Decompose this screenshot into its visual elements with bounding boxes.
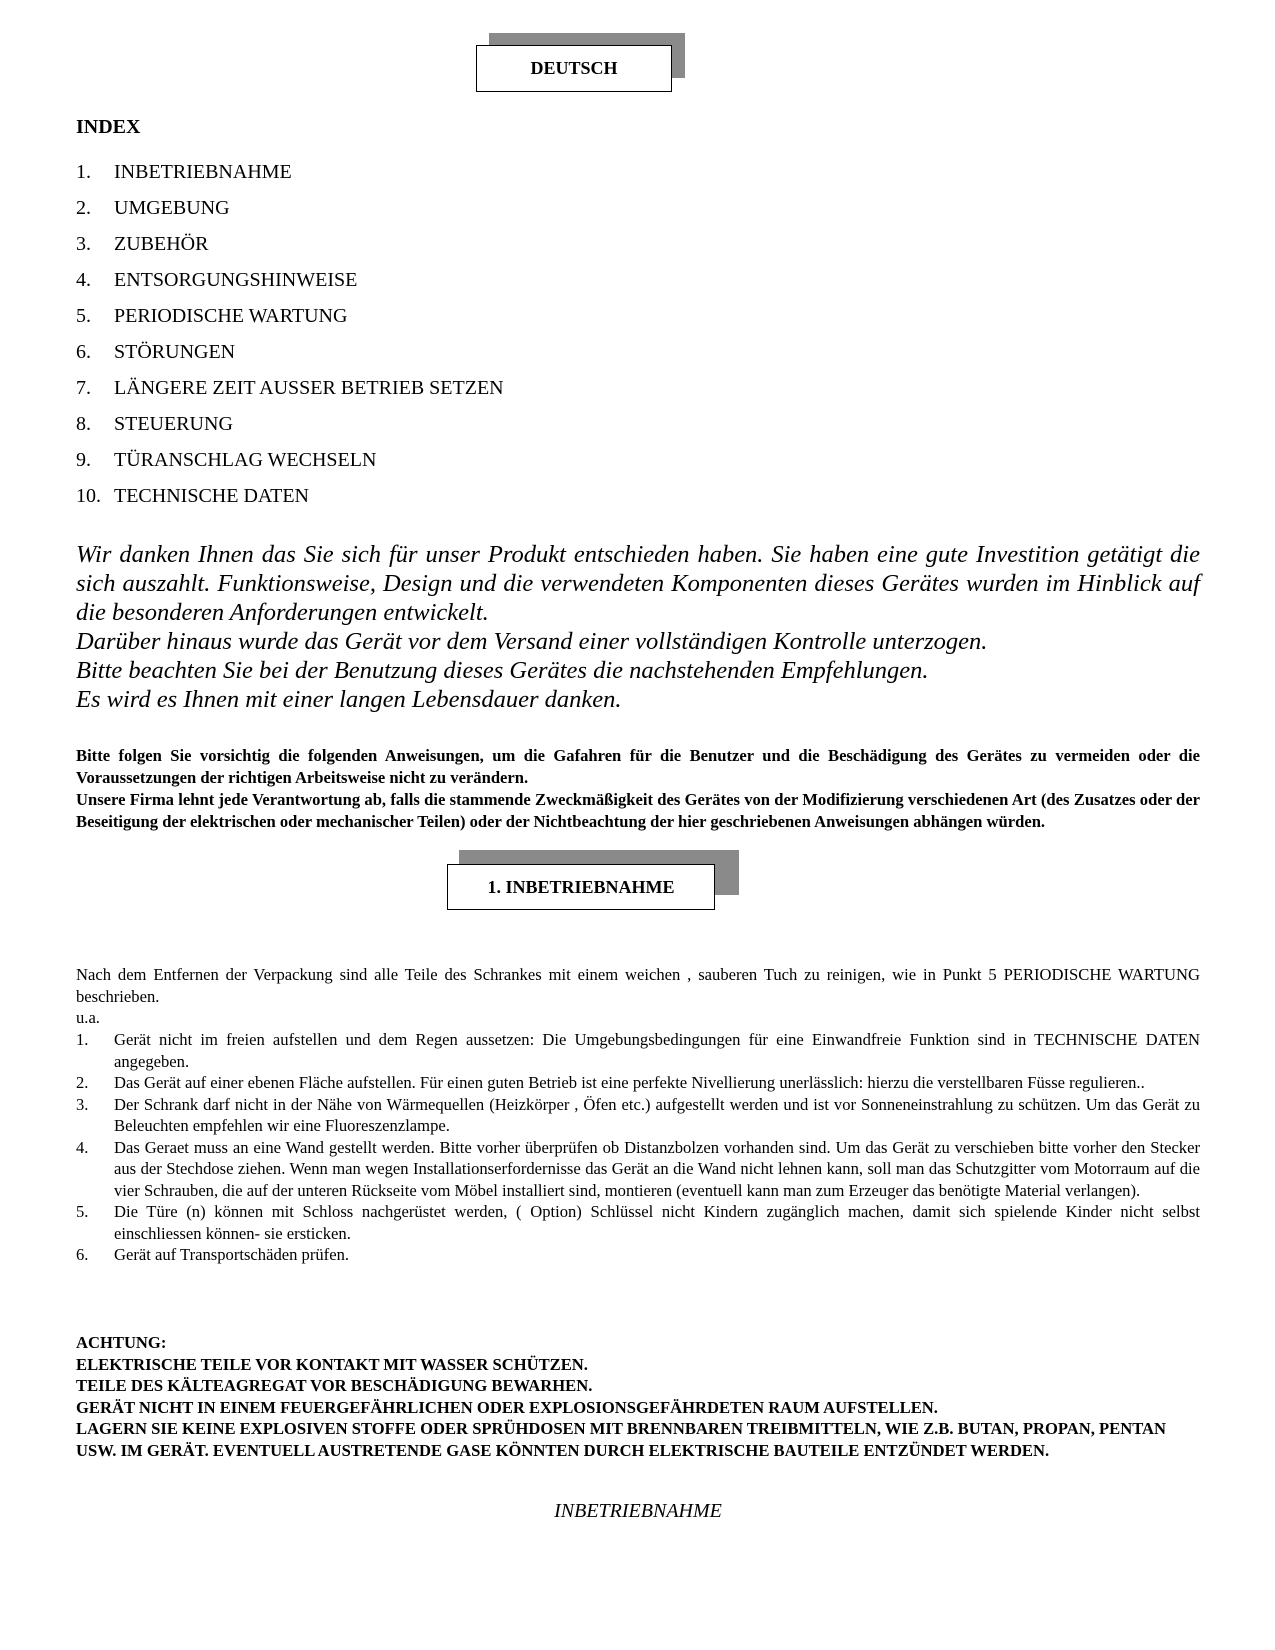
index-item: [76, 304, 504, 340]
page-footer: INBETRIEBNAHME: [554, 1500, 722, 1522]
index-title: INDEX: [76, 116, 141, 138]
attention-line: ELEKTRISCHE TEILE VOR KONTAKT MIT WASSER SCHÜTZEN.: [76, 1354, 588, 1374]
index-item: [76, 196, 504, 232]
index-item-number: 5.: [76, 305, 91, 327]
index-item: [76, 376, 504, 412]
index-item: [76, 268, 504, 304]
index-list: [76, 160, 504, 520]
index-item-number: 2.: [76, 197, 91, 219]
step-number: 6.: [76, 1245, 89, 1264]
attention-heading: ACHTUNG:: [76, 1333, 167, 1352]
step-number: 1.: [76, 1030, 89, 1049]
index-item-number: 9.: [76, 449, 91, 471]
index-item-label: TÜRANSCHLAG WECHSELN: [114, 449, 377, 471]
section-ua-text: u.a.: [76, 1008, 100, 1027]
step-text: Gerät auf Transportschäden prüfen.: [114, 1245, 350, 1264]
index-item-label: PERIODISCHE WARTUNG: [114, 305, 348, 327]
section-title: 1. INBETRIEBNAHME: [447, 864, 715, 910]
index-item-label: LÄNGERE ZEIT AUSSER BETRIEB SETZEN: [114, 377, 504, 399]
index-item-label: TECHNISCHE DATEN: [114, 485, 309, 507]
index-item: [76, 232, 504, 268]
index-item-number: 6.: [76, 341, 91, 363]
attention-line: TEILE DES KÄLTEAGREGAT VOR BESCHÄDIGUNG BEWARHEN.: [76, 1376, 593, 1395]
index-item-label: INBETRIEBNAHME: [114, 161, 292, 183]
attention-line: GERÄT NICHT IN EINEM FEUERGEFÄHRLICHEN ODER EXPLOSIONSGEFÄHRDETEN RAUM AUFSTELLEN.: [76, 1397, 938, 1417]
safety-notice: [76, 745, 1200, 833]
index-item-number: 3.: [76, 233, 91, 255]
step-item: [76, 1201, 1200, 1244]
step-item: [76, 1029, 1200, 1072]
step-item: [76, 1137, 1200, 1202]
step-text: Die Türe (n) können mit Schloss nachgerüstet werden, ( Option) Schlüssel nicht Kindern zugänglich machen, damit sich spielende Kinder nicht selbst einschliessen können- sie ersticken.: [114, 1202, 1200, 1243]
index-item-number: 7.: [76, 377, 91, 399]
step-text: Das Gerät auf einer ebenen Fläche aufstellen. Für einen guten Betrieb ist eine perfekte Nivellierung unerlässlich: hierzu die verstellbaren Füsse regulieren..: [114, 1073, 1145, 1092]
safety-notice-paragraph: Bitte folgen Sie vorsichtig die folgenden Anweisungen, um die Gafahren für die Benutzer und die Beschädigung des Gerätes zu vermeiden oder die Voraussetzungen der richtigen Arbeitsweise nicht zu verändern.: [76, 746, 1200, 787]
index-item: [76, 340, 504, 376]
language-label: DEUTSCH: [476, 45, 672, 92]
attention-block: [76, 1332, 1200, 1461]
intro-paragraph: Darüber hinaus wurde das Gerät vor dem Versand einer vollständigen Kontrolle unterzogen.: [76, 628, 988, 655]
step-text: Das Geraet muss an eine Wand gestellt werden. Bitte vorher überprüfen ob Distanzbolzen vorhanden sind. Um das Gerät zu verschieben bitte vorher den Stecker aus der Stechdose ziehen. Wenn man wegen Installationserfordernisse das Gerät an die Wand nicht lehnen kann, soll man das Schutzgitter vom Motorraum auf die vier Schrauben, die auf der unteren Rückseite vom Möbel installiert sind, montieren (eventuell kann man zum Erzeuger das benötigte Material verlangen).: [114, 1137, 1200, 1200]
section-intro-text: Nach dem Entfernen der Verpackung sind alle Teile des Schrankes mit einem weichen , sauberen Tuch zu reinigen, wie in Punkt 5 PERIODISCHE WARTUNG beschrieben.: [76, 965, 1200, 1006]
intro-paragraph: Wir danken Ihnen das Sie sich für unser Produkt entschieden haben. Sie haben eine gute Investition getätigt die sich auszahlt. Funktionsweise, Design und die verwendeten Komponenten dieses Gerätes wurden im Hinblick auf die besonderen Anforderungen entwickelt.: [76, 541, 1200, 626]
intro-paragraph: Es wird es Ihnen mit einer langen Lebensdauer danken.: [76, 686, 622, 713]
index-item-number: 1.: [76, 161, 91, 183]
index-item-label: ZUBEHÖR: [114, 233, 209, 255]
index-item: [76, 160, 504, 196]
step-text: Der Schrank darf nicht in der Nähe von Wärmequellen (Heizkörper , Öfen etc.) aufgestellt werden und ist vor Sonneneinstrahlung zu schützen. Um das Gerät zu Beleuchten empfehlen wir eine Fluoreszenzlampe.: [114, 1094, 1200, 1135]
attention-line: LAGERN SIE KEINE EXPLOSIVEN STOFFE ODER SPRÜHDOSEN MIT BRENNBAREN TREIBMITTELN, WIE Z.B. BUTAN, PROPAN, PENTAN USW. IM GERÄT. EVENTUELL AUSTRETENDE GASE KÖNNTEN DURCH ELEKTRISCHE BAUTEILE ENTZÜNDET WERDEN.: [76, 1419, 1167, 1460]
index-item-label: ENTSORGUNGSHINWEISE: [114, 269, 358, 291]
section-intro: [76, 964, 1200, 1029]
index-item-label: STÖRUNGEN: [114, 341, 236, 363]
index-item-number: 8.: [76, 413, 91, 435]
index-item: [76, 448, 504, 484]
index-item: [76, 484, 504, 520]
step-number: 2.: [76, 1073, 89, 1092]
liability-paragraph: Unsere Firma lehnt jede Verantwortung ab, falls die stammende Zweckmäßigkeit des Gerätes von der Modifizierung verschiedenen Art (des Zusatzes oder der Beseitigung der elektrischen oder mechanischer Teilen) oder der Nichtbeachtung der hier geschriebenen Anweisungen abhängen würden.: [76, 790, 1200, 831]
installation-steps: [76, 1029, 1200, 1266]
index-item-number: 10.: [76, 485, 101, 507]
intro-paragraph: Bitte beachten Sie bei der Benutzung dieses Gerätes die nachstehenden Empfehlungen.: [76, 657, 929, 684]
step-number: 3.: [76, 1094, 89, 1114]
index-item-label: STEUERUNG: [114, 413, 233, 435]
step-text: Gerät nicht im freien aufstellen und dem Regen aussetzen: Die Umgebungsbedingungen für eine Einwandfreie Funktion sind in TECHNISCHE DATEN angegeben.: [114, 1030, 1200, 1071]
intro-text: [76, 540, 1200, 714]
step-number: 4.: [76, 1137, 89, 1157]
step-number: 5.: [76, 1202, 89, 1221]
step-item: [76, 1244, 1200, 1266]
index-item-label: UMGEBUNG: [114, 197, 230, 219]
index-item-number: 4.: [76, 269, 91, 291]
step-item: [76, 1072, 1200, 1094]
index-item: [76, 412, 504, 448]
step-item: [76, 1094, 1200, 1137]
